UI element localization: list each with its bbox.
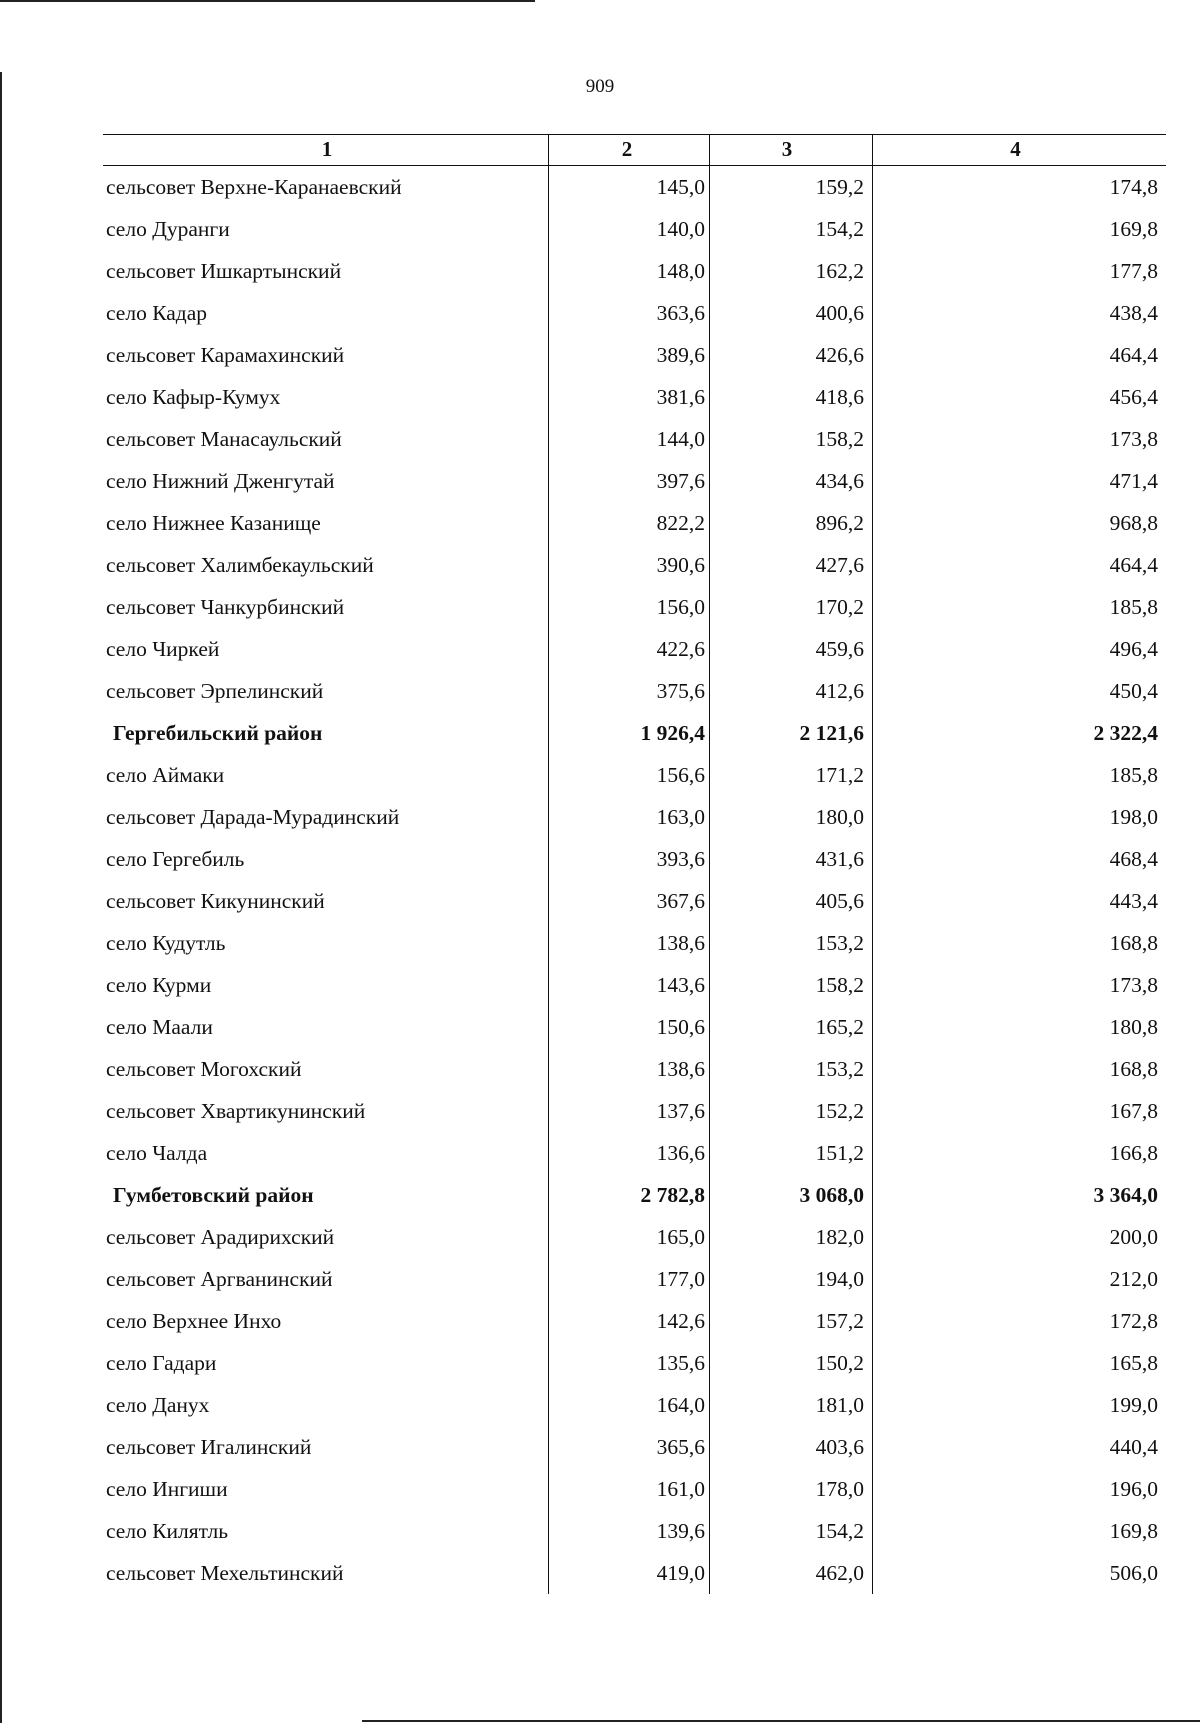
table-row: [103, 796, 1166, 838]
table-row: [103, 376, 1166, 418]
row-value-col3: 418,6: [709, 376, 872, 418]
table-row: [103, 1090, 1166, 1132]
row-name-cell: сельсовет Манасаульский: [106, 427, 342, 451]
row-value-col2: 138,6: [548, 1048, 709, 1090]
table-row: [103, 1048, 1166, 1090]
row-value-col2: 145,0: [548, 166, 709, 208]
row-value-col4: 165,8: [872, 1342, 1166, 1384]
row-value-col3: 431,6: [709, 838, 872, 880]
row-name-cell: село Нижнее Казанище: [106, 511, 321, 535]
row-value-col4: 496,4: [872, 628, 1166, 670]
row-name-cell: сельсовет Чанкурбинский: [106, 595, 345, 619]
table-row: [103, 1468, 1166, 1510]
table-row: [103, 1258, 1166, 1300]
row-value-col4: 3 364,0: [872, 1174, 1166, 1216]
row-value-col4: 450,4: [872, 670, 1166, 712]
row-value-col4: 968,8: [872, 502, 1166, 544]
row-value-col4: 464,4: [872, 334, 1166, 376]
table-row: [103, 838, 1166, 880]
row-value-col3: 152,2: [709, 1090, 872, 1132]
row-value-col2: 177,0: [548, 1258, 709, 1300]
table-row: [103, 502, 1166, 544]
row-value-col3: 153,2: [709, 922, 872, 964]
row-value-col4: 468,4: [872, 838, 1166, 880]
row-value-col2: 2 782,8: [548, 1174, 709, 1216]
table-row: [103, 250, 1166, 292]
table-row: [103, 460, 1166, 502]
row-name-cell: село Верхнее Инхо: [106, 1309, 282, 1333]
row-value-col2: 419,0: [548, 1552, 709, 1594]
row-value-col3: 170,2: [709, 586, 872, 628]
row-name-cell: сельсовет Халимбекаульский: [106, 553, 374, 577]
row-value-col4: 440,4: [872, 1426, 1166, 1468]
row-value-col2: 365,6: [548, 1426, 709, 1468]
row-name-cell: сельсовет Аргванинский: [106, 1267, 333, 1291]
row-value-col3: 462,0: [709, 1552, 872, 1594]
column-header-4: 4: [872, 135, 1166, 165]
row-value-col2: 822,2: [548, 502, 709, 544]
row-value-col4: 169,8: [872, 1510, 1166, 1552]
row-value-col3: 3 068,0: [709, 1174, 872, 1216]
row-name-cell: сельсовет Дарада-Мурадинский: [106, 805, 400, 829]
row-name-cell: сельсовет Игалинский: [106, 1435, 312, 1459]
row-value-col4: 438,4: [872, 292, 1166, 334]
table-row: [103, 586, 1166, 628]
district-total-row: [103, 1174, 1166, 1216]
row-value-col3: 403,6: [709, 1426, 872, 1468]
page-number: 909: [585, 76, 615, 97]
row-value-col2: 142,6: [548, 1300, 709, 1342]
row-value-col4: 456,4: [872, 376, 1166, 418]
row-value-col3: 896,2: [709, 502, 872, 544]
row-value-col2: 367,6: [548, 880, 709, 922]
table-row: [103, 1342, 1166, 1384]
table-row: [103, 754, 1166, 796]
row-name-cell: сельсовет Могохский: [106, 1057, 302, 1081]
row-name-cell: сельсовет Верхне-Каранаевский: [106, 175, 402, 199]
table-row: [103, 1510, 1166, 1552]
row-name-cell: село Чалда: [106, 1141, 208, 1165]
table-row: [103, 628, 1166, 670]
row-value-col3: 162,2: [709, 250, 872, 292]
row-name-cell: село Ингиши: [106, 1477, 228, 1501]
row-value-col3: 181,0: [709, 1384, 872, 1426]
row-value-col2: 148,0: [548, 250, 709, 292]
row-value-col4: 464,4: [872, 544, 1166, 586]
row-value-col4: 169,8: [872, 208, 1166, 250]
row-value-col4: 2 322,4: [872, 712, 1166, 754]
scan-border-bottom: [362, 1720, 1200, 1722]
row-value-col3: 178,0: [709, 1468, 872, 1510]
table-row: [103, 1132, 1166, 1174]
row-value-col2: 397,6: [548, 460, 709, 502]
table-row: [103, 1300, 1166, 1342]
row-value-col4: 166,8: [872, 1132, 1166, 1174]
scan-border-left: [0, 72, 2, 1723]
table-body: [103, 166, 1166, 1594]
row-name-cell: село Килятль: [106, 1519, 229, 1543]
row-value-col3: 171,2: [709, 754, 872, 796]
row-value-col3: 2 121,6: [709, 712, 872, 754]
row-name-cell: село Нижний Дженгутай: [106, 469, 335, 493]
row-value-col2: 381,6: [548, 376, 709, 418]
row-value-col4: 506,0: [872, 1552, 1166, 1594]
row-value-col4: 174,8: [872, 166, 1166, 208]
district-total-row: [103, 712, 1166, 754]
table-row: [103, 1216, 1166, 1258]
table-row: [103, 166, 1166, 208]
row-value-col3: 154,2: [709, 208, 872, 250]
row-value-col2: 144,0: [548, 418, 709, 460]
row-value-col2: 137,6: [548, 1090, 709, 1132]
row-value-col2: 143,6: [548, 964, 709, 1006]
table-row: [103, 208, 1166, 250]
row-value-col3: 405,6: [709, 880, 872, 922]
row-value-col4: 471,4: [872, 460, 1166, 502]
table-row: [103, 334, 1166, 376]
row-name-cell: село Маали: [106, 1015, 213, 1039]
row-value-col2: 138,6: [548, 922, 709, 964]
row-value-col2: 135,6: [548, 1342, 709, 1384]
table-row: [103, 880, 1166, 922]
row-name-cell: сельсовет Ишкартынский: [106, 259, 342, 283]
row-value-col3: 434,6: [709, 460, 872, 502]
row-value-col4: 185,8: [872, 586, 1166, 628]
row-name-cell: сельсовет Эрпелинский: [106, 679, 324, 703]
row-value-col3: 426,6: [709, 334, 872, 376]
table-row: [103, 670, 1166, 712]
row-value-col4: 168,8: [872, 1048, 1166, 1090]
row-value-col2: 393,6: [548, 838, 709, 880]
table-row: [103, 292, 1166, 334]
row-name-cell: село Кафыр-Кумух: [106, 385, 281, 409]
row-value-col2: 165,0: [548, 1216, 709, 1258]
row-value-col3: 158,2: [709, 418, 872, 460]
column-header-3: 3: [709, 135, 872, 165]
row-name-cell: село Аймаки: [106, 763, 225, 787]
row-value-col4: 199,0: [872, 1384, 1166, 1426]
table-row: [103, 1552, 1166, 1594]
row-value-col3: 427,6: [709, 544, 872, 586]
row-value-col3: 182,0: [709, 1216, 872, 1258]
row-value-col2: 363,6: [548, 292, 709, 334]
table-row: [103, 418, 1166, 460]
row-value-col2: 136,6: [548, 1132, 709, 1174]
row-value-col3: 459,6: [709, 628, 872, 670]
table-row: [103, 544, 1166, 586]
row-value-col2: 389,6: [548, 334, 709, 376]
row-value-col4: 443,4: [872, 880, 1166, 922]
column-header-2: 2: [548, 135, 709, 165]
row-name-cell: сельсовет Хвартикунинский: [106, 1099, 366, 1123]
row-value-col2: 1 926,4: [548, 712, 709, 754]
row-value-col2: 156,0: [548, 586, 709, 628]
row-value-col3: 151,2: [709, 1132, 872, 1174]
row-value-col3: 154,2: [709, 1510, 872, 1552]
row-name-cell: село Кадар: [106, 301, 208, 325]
row-value-col2: 139,6: [548, 1510, 709, 1552]
row-value-col3: 194,0: [709, 1258, 872, 1300]
row-value-col3: 158,2: [709, 964, 872, 1006]
row-value-col4: 172,8: [872, 1300, 1166, 1342]
row-name-cell: сельсовет Кикунинский: [106, 889, 325, 913]
row-value-col4: 180,8: [872, 1006, 1166, 1048]
row-value-col3: 412,6: [709, 670, 872, 712]
table-header-row: [103, 134, 1166, 166]
scan-border-top: [0, 0, 535, 2]
row-value-col2: 164,0: [548, 1384, 709, 1426]
row-value-col2: 163,0: [548, 796, 709, 838]
row-name-cell: село Курми: [106, 973, 212, 997]
row-value-col4: 177,8: [872, 250, 1166, 292]
row-value-col4: 168,8: [872, 922, 1166, 964]
row-name-cell: село Данух: [106, 1393, 210, 1417]
table-row: [103, 1384, 1166, 1426]
row-value-col4: 173,8: [872, 418, 1166, 460]
row-value-col2: 150,6: [548, 1006, 709, 1048]
row-name-cell: село Кудутль: [106, 931, 226, 955]
row-name-cell: Гумбетовский район: [113, 1183, 314, 1207]
row-name-cell: село Гадари: [106, 1351, 217, 1375]
row-value-col3: 180,0: [709, 796, 872, 838]
row-value-col4: 198,0: [872, 796, 1166, 838]
row-value-col4: 167,8: [872, 1090, 1166, 1132]
column-header-1: 1: [321, 137, 333, 161]
row-value-col3: 159,2: [709, 166, 872, 208]
row-name-cell: село Дуранги: [106, 217, 230, 241]
row-value-col4: 173,8: [872, 964, 1166, 1006]
row-name-cell: сельсовет Арадирихский: [106, 1225, 335, 1249]
row-name-cell: село Чиркей: [106, 637, 220, 661]
row-value-col2: 140,0: [548, 208, 709, 250]
row-name-cell: Гергебильский район: [113, 721, 323, 745]
row-value-col3: 157,2: [709, 1300, 872, 1342]
data-table: [103, 134, 1166, 1594]
row-value-col3: 400,6: [709, 292, 872, 334]
row-name-cell: сельсовет Карамахинский: [106, 343, 345, 367]
row-value-col2: 390,6: [548, 544, 709, 586]
row-value-col2: 375,6: [548, 670, 709, 712]
row-value-col4: 212,0: [872, 1258, 1166, 1300]
row-value-col2: 161,0: [548, 1468, 709, 1510]
row-value-col4: 200,0: [872, 1216, 1166, 1258]
row-value-col2: 422,6: [548, 628, 709, 670]
row-value-col2: 156,6: [548, 754, 709, 796]
row-name-cell: село Гергебиль: [106, 847, 245, 871]
table-row: [103, 1006, 1166, 1048]
row-name-cell: сельсовет Мехельтинский: [106, 1561, 344, 1585]
table-row: [103, 964, 1166, 1006]
row-value-col4: 185,8: [872, 754, 1166, 796]
table-row: [103, 922, 1166, 964]
row-value-col3: 150,2: [709, 1342, 872, 1384]
row-value-col3: 153,2: [709, 1048, 872, 1090]
row-value-col3: 165,2: [709, 1006, 872, 1048]
table-row: [103, 1426, 1166, 1468]
row-value-col4: 196,0: [872, 1468, 1166, 1510]
